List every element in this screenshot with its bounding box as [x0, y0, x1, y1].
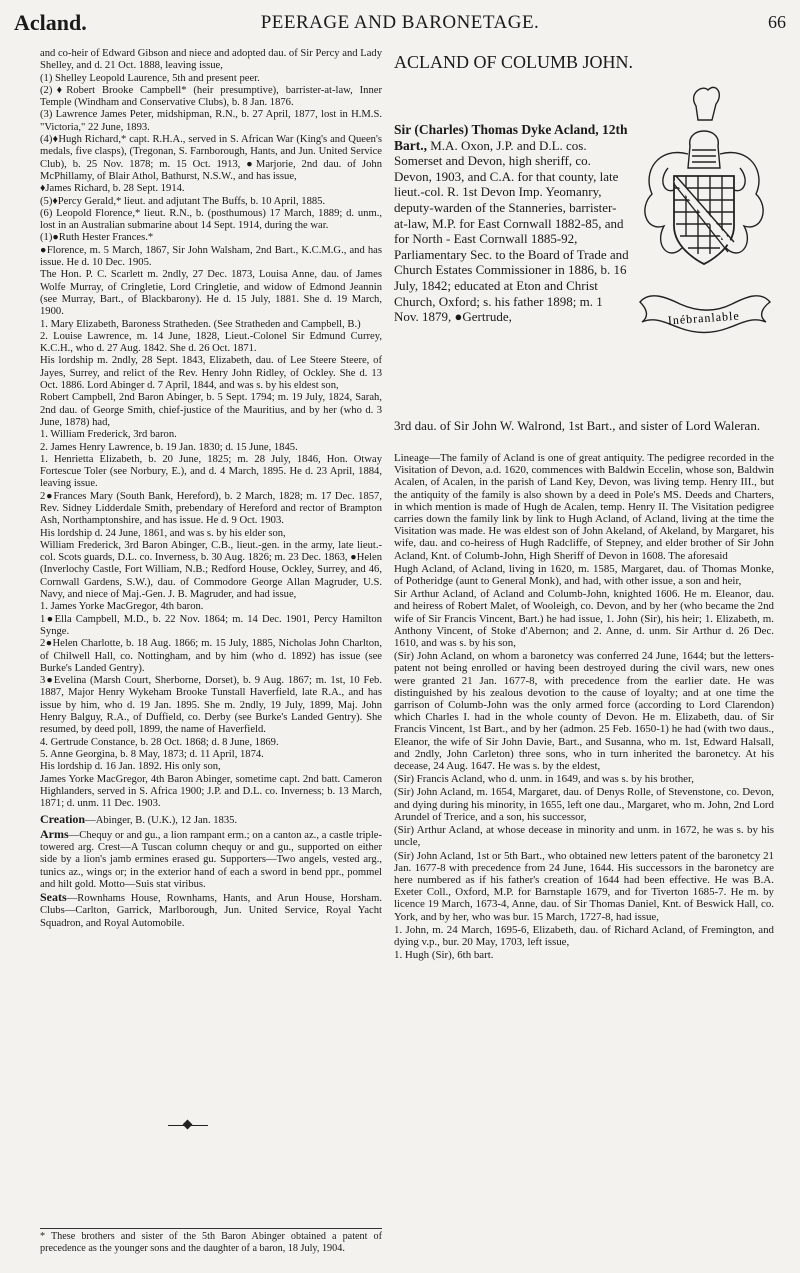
page-number: 66	[768, 12, 786, 32]
left-paragraph: Robert Campbell, 2nd Baron Abinger, b. 5 Sept. 1794; m. 19 July, 1824, Sarah, 2nd dau. of George Smith, chief-justice of the Mauritius, and by her (who d. 3 June, 1878) had,	[40, 392, 382, 428]
lineage-paragraph: 1. John, m. 24 March, 1695-6, Elizabeth, dau. of Richard Acland, of Fremington, and dying v.p., bur. 20 May, 1703, left issue,	[394, 923, 774, 948]
left-paragraph: His lordship m. 2ndly, 28 Sept. 1843, Elizabeth, dau. of Lee Steere Steere, of Jayes, Surrey, and relict of the Rev. Henry John Ridley, of Ockley. She d. 13 Oct. 1886. Lord Abinger d. 7 April, 1844, and was s. by his eldest son,	[40, 355, 382, 392]
lineage-paragraph: (Sir) John Acland, m. 1654, Margaret, dau. of Denys Rolle, of Stevenstone, co. Devon, and dying during his minority, in 1655, left one dau., Margaret, who m. John, 2nd Lord Arundel of Trerice, and a son, his successor,	[394, 786, 774, 823]
left-paragraph: (5)♦Percy Gerald,* lieut. and adjutant The Buffs, b. 10 April, 1885.	[40, 195, 326, 207]
arms-text: —Chequy or and gu., a lion rampant erm.; on a canton az., a castle triple-towered arg. Crest—A Tuscan column chequy or and gu., supported on either side by a lion's jamb ermines erased gu. Supporters—Two angels, vested arg., tunics az., wings or; in the exterior hand of each a sword in bend ppr., pommel and hilt gold. Motto—Suis stat viribus.	[40, 829, 382, 890]
arms-label: Arms	[40, 826, 69, 841]
baronet-description-continued: 3rd dau. of Sir John W. Walrond, 1st Bart., and sister of Lord Waleran.	[394, 418, 761, 433]
left-paragraph: and co-heir of Edward Gibson and niece and adopted dau. of Sir Percy and Lady Shelley, and d. 21 Oct. 1888, leaving issue,	[40, 48, 382, 72]
left-column	[40, 48, 382, 930]
left-paragraph: 1. James Yorke MacGregor, 4th baron.	[40, 601, 204, 613]
divider-ornament	[183, 1120, 193, 1130]
left-paragraph: His lordship d. 16 Jan. 1892. His only son,	[40, 761, 221, 773]
left-paragraph: 1. Henrietta Elizabeth, b. 20 June, 1825; m. 28 July, 1846, Hon. Otway Fortescue Toler (see Norbury, E.), and d. 4 March, 1895. He d. 23 April, 1884, leaving issue.	[40, 453, 382, 490]
baronet-description: M.A. Oxon, J.P. and D.L. cos. Somerset and Devon, high sheriff, co. Devon, 1903, and C.A. for that county, late lieut.-col. R. 1st Devon Imp. Yeomanry, deputy-warden of the Stanneries, barrister-at-law, M.P. for East Cornwall 1882-85, and for North - East Cornwall 1885-92, Parliamentary Sec. to the Board of Trade and Church Estates Commissioner in 1886, b. 16 July, 1842; educated at Eton and Christ Church, Oxford; s. his father 1898; m. 1 Nov. 1879, ●Gertrude,	[394, 137, 629, 325]
baronet-name: Sir (Charles) Thomas Dyke Acland, 12th Bart.,	[394, 122, 628, 153]
footnote: * These brothers and sister of the 5th Baron Abinger obtained a patent of precedence as the younger sons and the daughter of a baron, 18 July, 1904.	[40, 1231, 382, 1254]
footnote-rule	[40, 1228, 382, 1229]
lineage-paragraph: (Sir) Arthur Acland, at whose decease in minority and unm. in 1672, he was s. by his uncle,	[394, 824, 774, 849]
lineage-paragraph: Lineage—The family of Acland is one of great antiquity. The pedigree recorded in the Visitation of Devon, a.d. 1620, commences with Baldwin Eccelin, whose son, Baldwin Acalen, of Acalen, in the parish of Land Key, Devon, was living temp. Henry III., but the antiquity of the family is also shown by a deed in Pole's MS. Deeds and Charters, in which mention is made of Hugh de Acalen, temp. Henry II. The Visitation pedigree carries down the family link by link to Hugh Acland, of Acland, living at the time the Visitation was made. He was eldest son of John Akeland, of Akeland, by Margaret, his wife, dau. and co-heiress of Hugh Radcliffe, of Stepney, and elder brother of Sir John Acland, Knt. of Columb-John, High Sheriff of Devon in 1608. The aforesaid	[394, 452, 774, 562]
left-paragraph: 2●Helen Charlotte, b. 18 Aug. 1866; m. 15 July, 1885, Nicholas John Charlton, of Chilwell Hall, co. Nottingham, and by him (who d. 1892) has issue (see Burke's Landed Gentry).	[40, 638, 382, 674]
baronet-intro	[394, 122, 630, 325]
running-head-title: PEERAGE AND BARONETAGE.	[260, 12, 540, 33]
left-paragraph: ♦James Richard, b. 28 Sept. 1914.	[40, 183, 185, 195]
left-paragraph: 3●Evelina (Marsh Court, Sherborne, Dorset), b. 9 Aug. 1867; m. 1st, 10 Feb. 1887, Major Henry Wykeham Brooke Tunstall Haverfield, late R.A., and has issue by him, who d. 19 Jan. 1895. She m. 2ndly, 19 July, 1899, Maj. John Henry Balguy, R.A., of Duffield, co. Derby (see Burke's Landed Gentry). She resumed, by deed poll, 1899, the name of Haverfield.	[40, 675, 382, 736]
seats-text: —Rownhams House, Rownhams, Hants, and Arun House, Horsham. Clubs—Carlton, Garrick, Marlborough, Jun. United Service, Royal Yacht Squadron, and Royal Automobile.	[40, 893, 382, 929]
left-paragraph: 1●Ella Campbell, M.D., b. 22 Nov. 1864; m. 14 Dec. 1901, Percy Hamilton Synge.	[40, 613, 382, 637]
left-paragraph: ●Florence, m. 5 March, 1867, Sir John Walsham, 2nd Bart., K.C.M.G., and has issue. He d. 10 Dec. 1905.	[40, 244, 382, 269]
running-head	[0, 0, 800, 40]
seats-label: Seats	[40, 890, 67, 905]
left-paragraph: The Hon. P. C. Scarlett m. 2ndly, 27 Dec. 1873, Louisa Anne, dau. of James Wolfe Murray, of Cringletie, Lord Cringletie, and widow of Edmond Jeannin (see Murray, Bart., of Blackbarony). He d. 15 July, 1881. She d. 19 March, 1900.	[40, 269, 382, 318]
left-paragraph: (2)♦Robert Brooke Campbell* (heir presumptive), barrister-at-law, Inner Temple (Windham and Conservative Clubs), b. 8 Jan. 1876.	[40, 84, 382, 109]
left-paragraph: 1. Mary Elizabeth, Baroness Stratheden. (See Stratheden and Campbell, B.)	[40, 318, 361, 330]
lineage-paragraph: (Sir) Francis Acland, who d. unm. in 1649, and was s. by his brother,	[394, 773, 694, 786]
lineage-paragraph: (Sir) John Acland, on whom a baronetcy was conferred 24 June, 1644; but the letters-patent not being enrolled or having been destroyed during the civil wars, new ones were granted 21 Jan. 1677-8, with precedence from the earlier date. He was distinguished by his zealous devotion to the cause of loyalty; and at one time the garrison of Columb-John was the only armed force (according to Lord Clarendon) which Charles I. had in the whole county of Devon. He m. Elizabeth, dau. of Sir Francis Vincent, 1st Bart., and by her (admon. 25 Feb. 1650-1) he had (with two daus., Eleanor, the wife of Sir John Davie, Bart., and Susanna, who m. 1st, Edward Halsall, and 2ndly, John Carleton) three sons, who in turn inherited the baronetcy. At his decease, 24 Aug. 1647. He was s. by the eldest,	[394, 650, 774, 773]
article-title: ACLAND OF COLUMB JOHN.	[394, 52, 634, 72]
lineage-paragraph: Sir Arthur Acland, of Acland and Columb-John, knighted 1606. He m. Eleanor, dau. and heiress of Robert Malet, of Wooleigh, co. Devon, and by her (who became the 2nd wife of Sir Francis Vincent, Bart.) he had issue, 1. John (Sir), his heir; 1. Elizabeth, m. Anthony Vincent, of Stoke d'Abernon; and 2. Anne, d. unm. Sir Arthur d. 26 Dec. 1610, and was s. by his son,	[394, 588, 774, 650]
left-paragraph: 2●Frances Mary (South Bank, Hereford), b. 2 March, 1828; m. 17 Dec. 1857, Rev. Sidney Lidderdale Smith, prebendary of Hereford and rector of Brampton Ash, Northamptonshire, and has issue. He d. 9 Oct. 1903.	[40, 490, 382, 527]
left-paragraph: 4. Gertrude Constance, b. 28 Oct. 1868; d. 8 June, 1869.	[40, 736, 279, 748]
left-paragraph: 1. William Frederick, 3rd baron.	[40, 429, 177, 441]
arms-line	[40, 828, 382, 891]
lineage-paragraph: Hugh Acland, of Acland, living in 1620, m. 1585, Margaret, dau. of Thomas Monke, of Potheridge (aunt to General Monk), and had, with other issue, a son and heir,	[394, 562, 774, 588]
left-paragraph: 2. Louise Lawrence, m. 14 June, 1828, Lieut.-Colonel Sir Edmund Currey, K.C.H., who d. 27 Aug. 1842. She d. 26 Oct. 1871.	[40, 330, 382, 355]
left-paragraph: (4)♦Hugh Richard,* capt. R.H.A., served in S. African War (King's and Queen's medals, five clasps), (Tregonan, S. Farnborough, Hants, and Jun. United Service Club), b. 25 Nov. 1878; m. 15 Oct. 1913, ●Marjorie, 2nd dau. of John McPhillamy, of Blair Athol, Bathurst, N.S.W., and has issue,	[40, 134, 382, 182]
left-paragraph: (3) Lawrence James Peter, midshipman, R.N., b. 27 April, 1877, lost in H.M.S. "Victoria," 22 June, 1893.	[40, 109, 382, 133]
left-paragraph: (1)●Ruth Hester Frances.*	[40, 232, 154, 244]
motto-scroll-text: Inébranlable	[667, 308, 741, 328]
coat-of-arms-image	[628, 76, 780, 348]
creation-line	[40, 813, 382, 827]
left-paragraph: William Frederick, 3rd Baron Abinger, C.B., lieut.-gen. in the army, late lieut.-col. Scots guards, D.L. co. Inverness, b. 30 Aug. 1826; m. 23 Dec. 1863, ●Helen (Inverlochy Castle, Fort William, N.B.; Redford House, Ockley, Surrey, and 46, Cornwall Gardens, S.W.), dau. of Commodore George Allan Magruder, U.S. Navy, and niece of Maj.-Gen. J. B. Magruder, and had issue,	[40, 539, 382, 601]
creation-text: —Abinger, B. (U.K.), 12 Jan. 1835.	[85, 815, 238, 827]
left-paragraph: His lordship d. 24 June, 1861, and was s. by his elder son,	[40, 527, 286, 539]
article-title-block	[394, 52, 634, 72]
left-paragraph: (6) Leopold Florence,* lieut. R.N., b. (posthumous) 17 March, 1889; d. unm., lost in an Australian submarine about 14 Sept. 1914, during the war.	[40, 207, 382, 232]
creation-label: Creation	[40, 812, 86, 827]
left-paragraph: James Yorke MacGregor, 4th Baron Abinger, sometime capt. 2nd batt. Cameron Highlanders, served in S. Africa 1900; J.P. and D.L. co. Inverness; b. 13 March, 1871; d. unm. 11 Dec. 1903.	[40, 773, 382, 810]
left-paragraph: 5. Anne Georgina, b. 8 May, 1873; d. 11 April, 1874.	[40, 748, 264, 760]
left-paragraph: 2. James Henry Lawrence, b. 19 Jan. 1830; d. 15 June, 1845.	[40, 441, 298, 453]
lineage-paragraph: (Sir) John Acland, 1st or 5th Bart., who obtained new letters patent of the baronetcy 21 Jan. 1677-8 with precedence from 24 June, 1644. His successors in the baronetcy are here numbered as if his father's creation of 1644 had been effective. He was B.A. Exeter Coll., Oxford, M.P. for Barnstaple 1679, and for Tiverton 1685-7. He m. by licence 19 March, 1673-4, Anne, dau. of Sir Thomas Daniel, Knt. of Beswick Hall, co. York, and by her, who was bur. 15 March, 1727-8, had issue,	[394, 849, 774, 923]
seats-line	[40, 891, 382, 930]
lineage-section	[394, 452, 774, 962]
left-paragraph: (1) Shelley Leopold Laurence, 5th and present peer.	[40, 72, 260, 84]
running-head-left: Acland.	[14, 10, 87, 35]
lineage-paragraph: 1. Hugh (Sir), 6th bart.	[394, 949, 494, 962]
